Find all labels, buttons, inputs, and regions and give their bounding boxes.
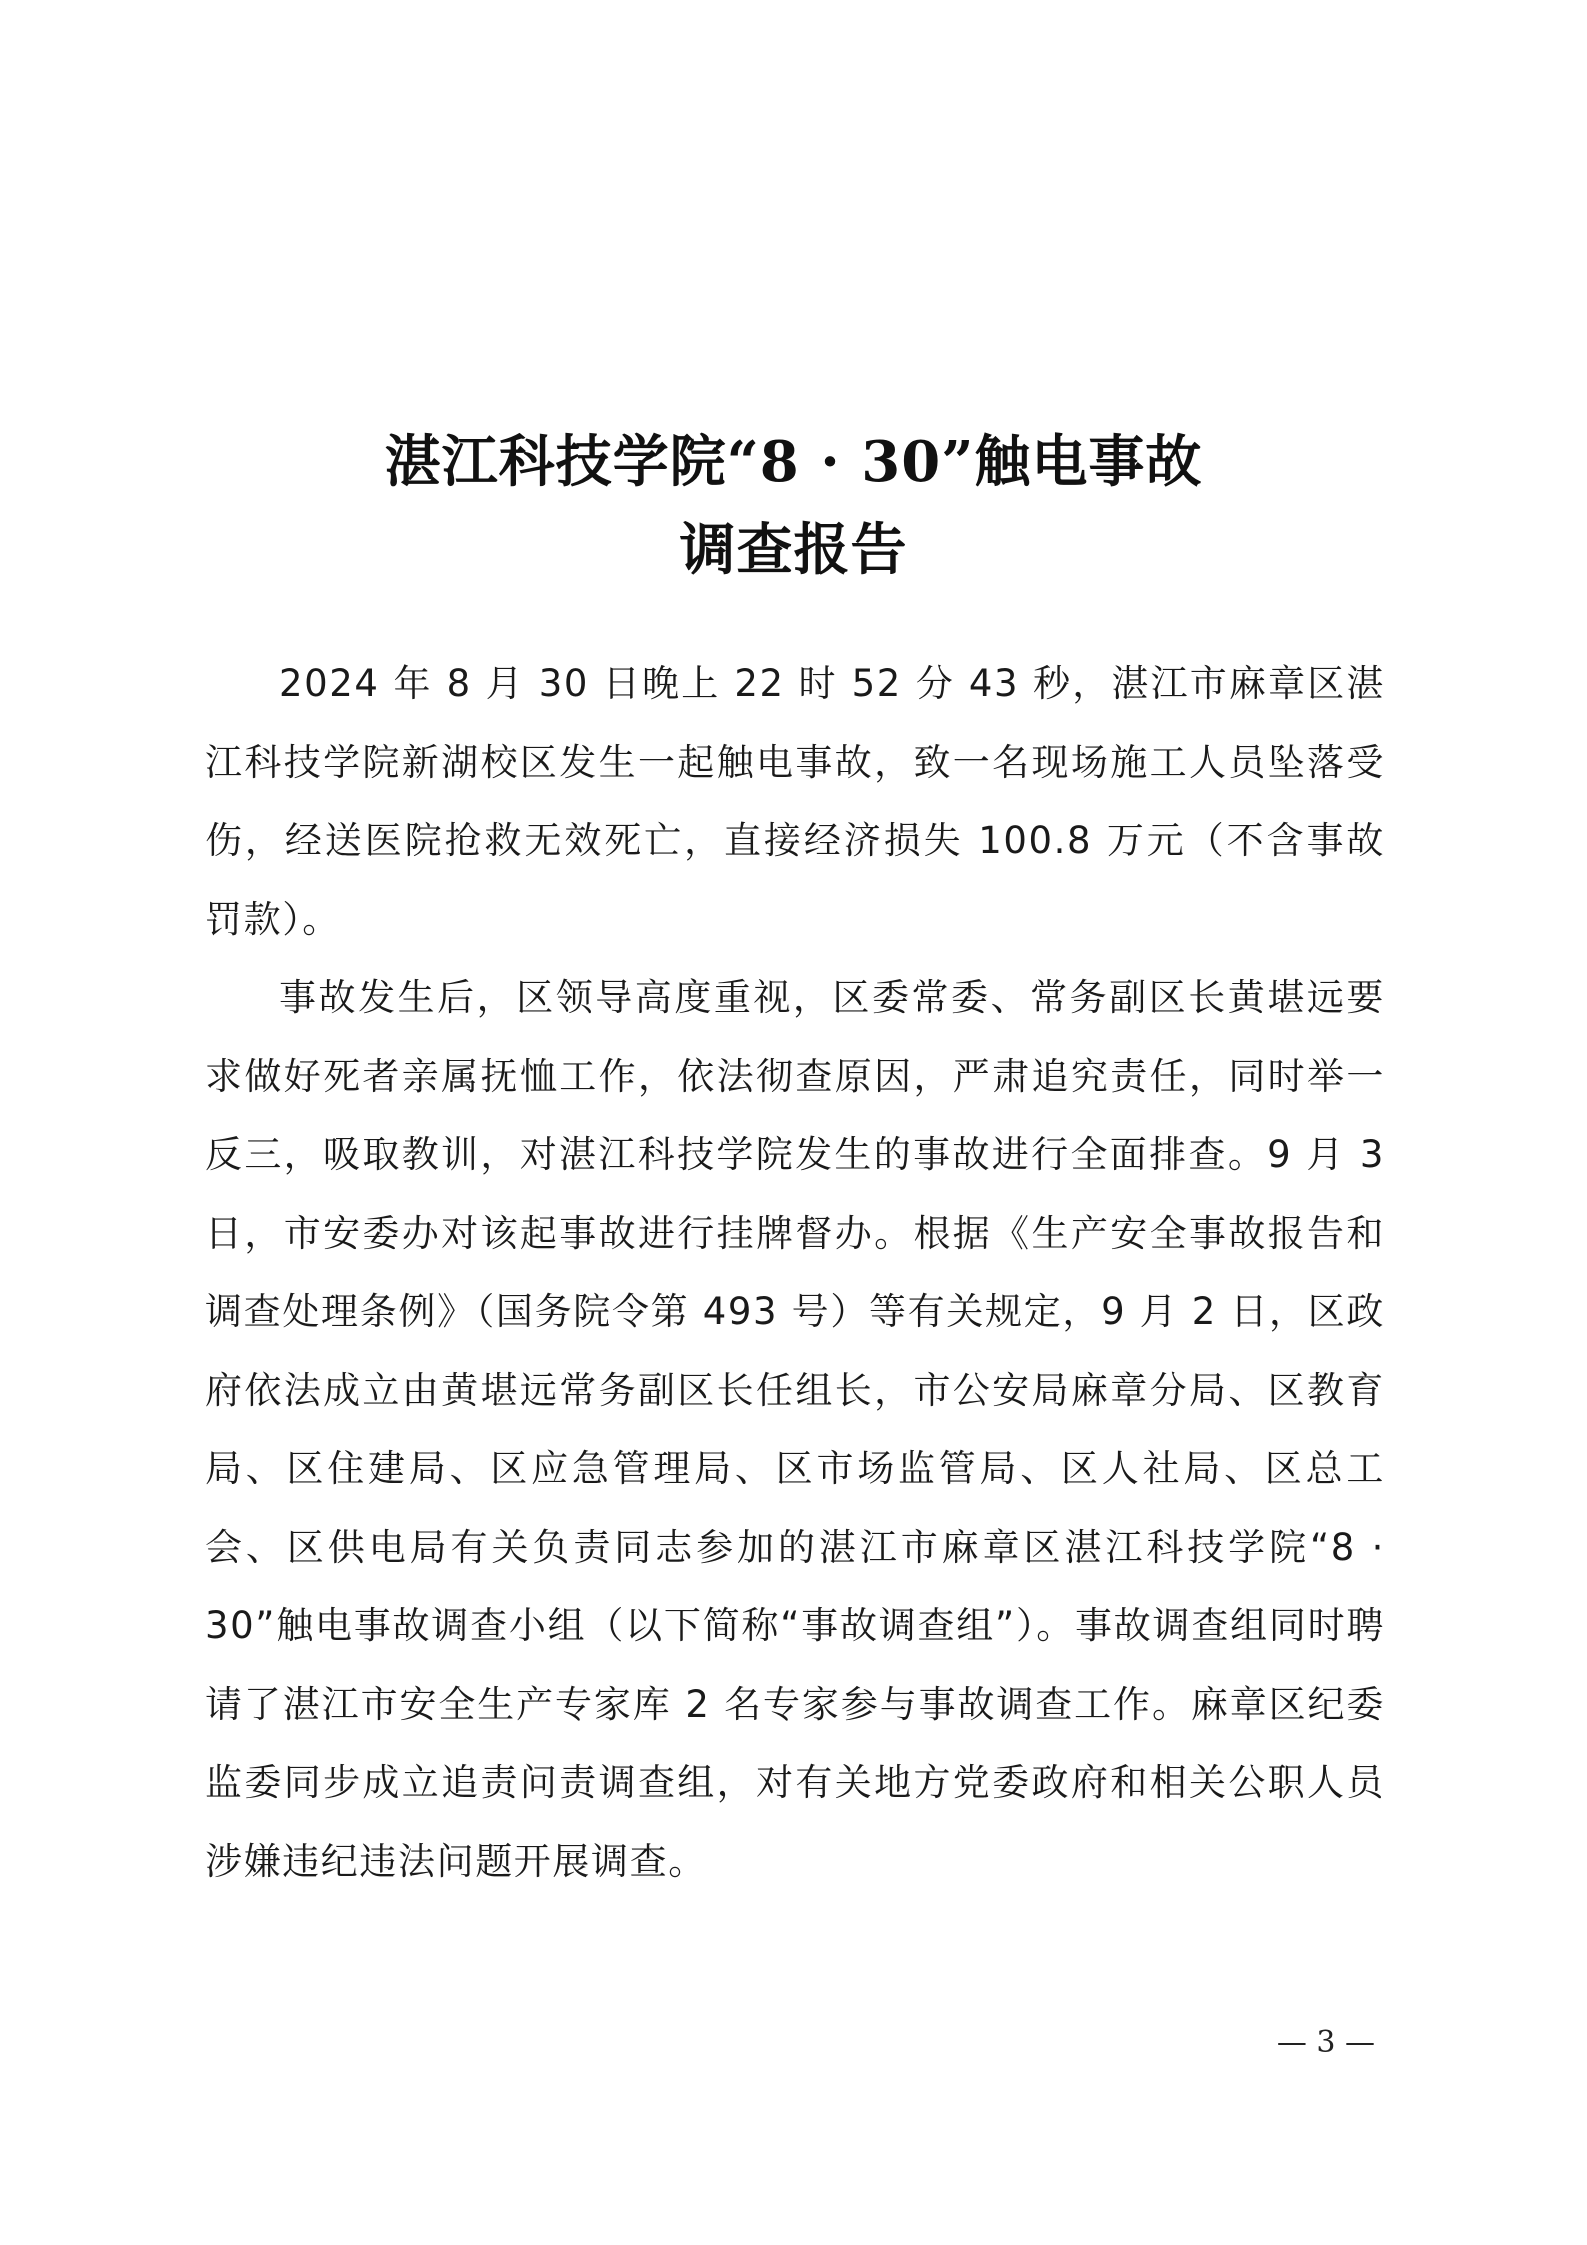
title-line-2: 调查报告 <box>679 517 908 583</box>
report-title <box>0 418 1587 594</box>
report-body <box>205 645 1385 1901</box>
paragraph-investigation: 事故发生后，区领导高度重视，区委常委、常务副区长黄堪远要求做好死者亲属抚恤工作，依法彻查原因，严肃追究责任，同时举一反三，吸取教训，对湛江科技学院发生的事故进行全面排查。9 月 3 日，市安委办对该起事故进行挂牌督办。根据《生产安全事故报告和调查处理条例》（国务院令第 493 号）等有关规定，9 月 2 日，区政府依法成立由黄堪远常务副区长任组长，市公安局麻章分局、区教育局、区住建局、区应急管理局、区市场监管局、区人社局、区总工会、区供电局有关负责同志参加的湛江市麻章区湛江科技学院“8 · 30”触电事故调查小组（以下简称“事故调查组”）。事故调查组同时聘请了湛江市安全生产专家库 2 名专家参与事故调查工作。麻章区纪委监委同步成立追责问责调查组，对有关地方党委政府和相关公职人员涉嫌违纪违法问题开展调查。 <box>205 976 1385 1883</box>
page-number: — 3 — <box>1276 2025 1375 2060</box>
paragraph-incident-summary: 2024 年 8 月 30 日晚上 22 时 52 分 43 秒，湛江市麻章区湛江科技学院新湖校区发生一起触电事故，致一名现场施工人员坠落受伤，经送医院抢救无效死亡，直接经济损失 100.8 万元（不含事故罚款）。 <box>205 662 1385 941</box>
title-line-1: 湛江科技学院“8 · 30”触电事故 <box>384 429 1203 495</box>
